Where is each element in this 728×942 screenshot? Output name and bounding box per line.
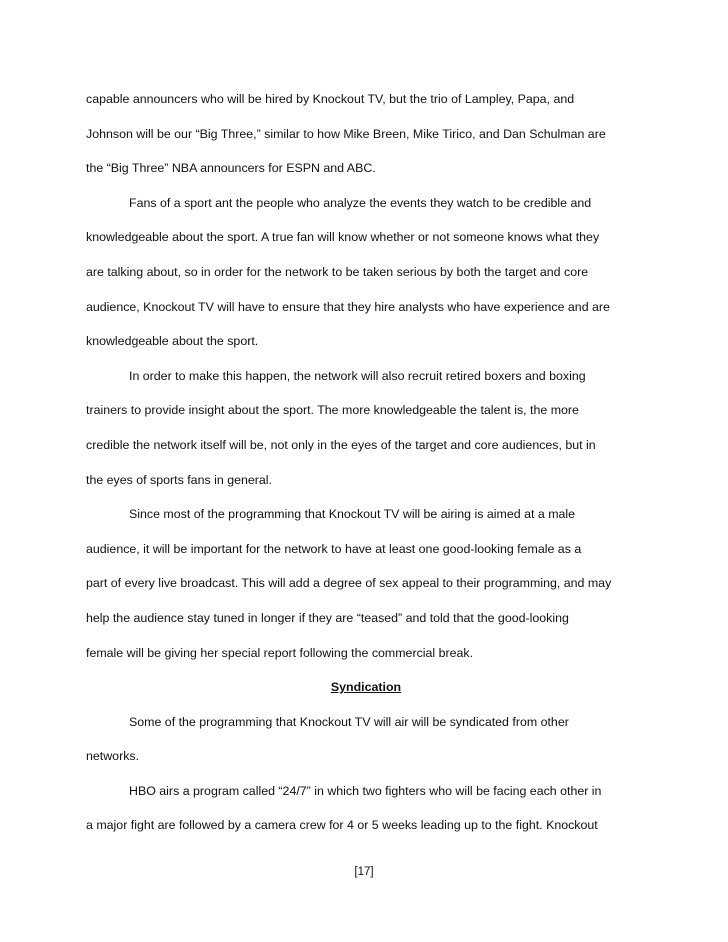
text-line: a major fight are followed by a camera crew for 4 or 5 weeks leading up to the fight. Knockout — [86, 818, 598, 833]
text-line: female will be giving her special report following the commercial break. — [86, 645, 474, 660]
text-line: knowledgeable about the sport. — [86, 334, 259, 349]
paragraph-start-line: Since most of the programming that Knockout TV will be airing is aimed at a male — [129, 507, 576, 522]
text-line: the “Big Three” NBA announcers for ESPN and ABC. — [86, 161, 376, 176]
text-line: knowledgeable about the sport. A true fan will know whether or not someone knows what they — [86, 230, 600, 245]
text-line: help the audience stay tuned in longer if they are “teased” and told that the good-looking — [86, 610, 569, 625]
paragraph-start-line: Some of the programming that Knockout TV will air will be syndicated from other — [129, 714, 569, 729]
body-text — [86, 82, 646, 843]
text-line: part of every live broadcast. This will add a degree of sex appeal to their programming, and may — [86, 576, 612, 591]
page-number: [17] — [354, 866, 374, 878]
text-line: credible the network itself will be, not only in the eyes of the target and core audiences, but in — [86, 437, 596, 452]
text-line: Johnson will be our “Big Three,” similar to how Mike Breen, Mike Tirico, and Dan Schulman are — [86, 126, 606, 141]
text-line: audience, Knockout TV will have to ensure that they hire analysts who have experience and are — [86, 299, 610, 314]
paragraph-start-line: In order to make this happen, the network will also recruit retired boxers and boxing — [129, 368, 586, 383]
text-line: networks. — [86, 749, 140, 764]
paragraph-start-line: Fans of a sport ant the people who analyze the events they watch to be credible and — [129, 195, 592, 210]
text-line: trainers to provide insight about the sport. The more knowledgeable the talent is, the more — [86, 403, 579, 418]
text-line: the eyes of sports fans in general. — [86, 472, 272, 487]
paragraph-start-line: HBO airs a program called “24/7” in which two fighters who will be facing each other in — [129, 783, 602, 798]
text-line: capable announcers who will be hired by Knockout TV, but the trio of Lampley, Papa, and — [86, 92, 575, 106]
section-heading: Syndication — [330, 680, 402, 695]
text-line: are talking about, so in order for the network to be taken serious by both the target and core — [86, 264, 589, 279]
text-line: audience, it will be important for the network to have at least one good-looking female as a — [86, 541, 582, 556]
